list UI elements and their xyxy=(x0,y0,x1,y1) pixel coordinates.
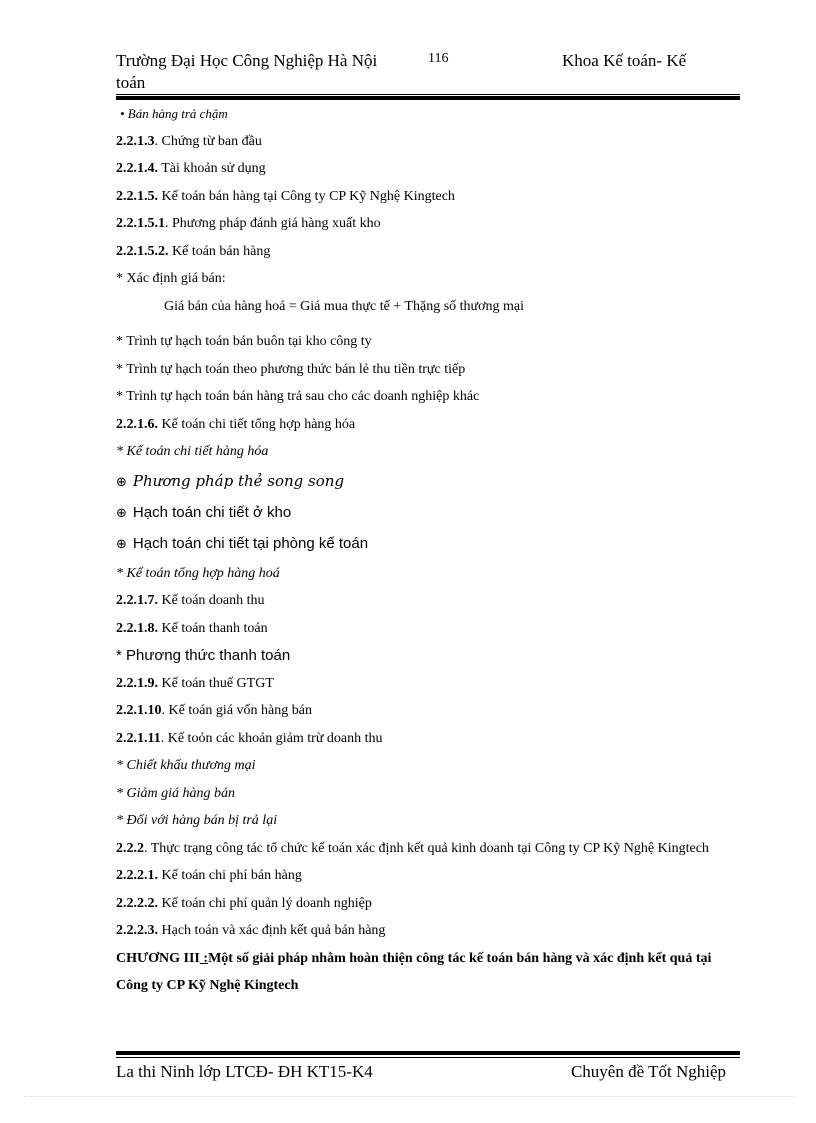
school-name-continued: toán xyxy=(116,73,146,92)
outline-line: * Trình tự hạch toán bán buôn tại kho công ty xyxy=(116,334,372,349)
page-number: 116 xyxy=(428,51,449,66)
outline-line: * Trình tự hạch toán bán hàng trả sau cho các doanh nghiệp khác xyxy=(116,389,480,404)
outline-line: 2.2.1.7. Kế toán doanh thu xyxy=(116,593,265,608)
school-name-text: Trường Đại Học Công Nghiệp Hà Nội xyxy=(116,51,378,70)
footer-rule-thin xyxy=(116,1057,740,1058)
formula-line: Giá bán của hàng hoá = Giá mua thực tế + Thặng số thương mại xyxy=(164,298,525,314)
cross-circle-icon: ⊕ xyxy=(116,536,127,552)
outline-line: 2.2.2.3. Hạch toán và xác định kết quả bán hàng xyxy=(116,923,386,938)
page-header xyxy=(116,50,740,96)
outline-line: * Phương thức thanh toán xyxy=(116,647,291,664)
outline-line: * Kế toán tổng hợp hàng hoá xyxy=(116,565,280,581)
outline-line: 2.2.1.4. Tài khoản sử dụng xyxy=(116,161,266,176)
outline-line: * Chiết khấu thương mại xyxy=(116,758,256,773)
method-line: ⊕ Hạch toán chi tiết tại phòng kế toán xyxy=(116,534,369,552)
outline-line: 2.2.1.5.2. Kế toán bán hàng xyxy=(116,243,271,259)
outline-line: 2.2.1.6. Kế toán chi tiết tổng hợp hàng hóa xyxy=(116,416,356,432)
document-type: Chuyên đề Tốt Nghiệp xyxy=(570,1062,726,1081)
outline-line: * Trình tự hạch toán theo phương thức bán lẻ thu tiền trực tiếp xyxy=(116,361,466,377)
outline-line: * Đối với hàng bán bị trả lại xyxy=(116,813,278,828)
chapter-heading: CHƯƠNG III :Một số giải pháp nhằm hoàn thiện công tác kế toán bán hàng và xác định kết quả tại Công ty CP Kỹ Nghệ Kingtech xyxy=(116,950,712,993)
author-info: La thi Ninh lớp LTCĐ- ĐH KT15-K4 xyxy=(116,1062,373,1081)
outline-line: 2.2.2. Thực trạng công tác tổ chức kế toán xác định kết quả kinh doanh tại Công ty CP Kỹ Nghệ Kingtech xyxy=(116,840,709,856)
outline-line: 2.2.1.3. Chứng từ ban đầu xyxy=(116,133,262,149)
outline-line: * Xác định giá bán: xyxy=(116,271,226,286)
header-rule-thin xyxy=(116,94,740,95)
outline-line: 2.2.1.9. Kế toán thuế GTGT xyxy=(116,675,274,691)
outline-line: 2.2.2.2. Kế toán chi phí quản lý doanh nghiệp xyxy=(116,895,372,911)
page-body xyxy=(116,100,740,1000)
cross-circle-icon: ⊕ xyxy=(116,474,127,490)
outline-line: 2.2.1.10. Kế toán giá vốn hàng bán xyxy=(116,703,312,718)
method-line: ⊕ Phương pháp thẻ song song xyxy=(116,471,345,490)
outline-line: * Giảm giá hàng bán xyxy=(116,785,235,801)
outline-line: 2.2.2.1. Kế toán chi phí bán hàng xyxy=(116,868,302,883)
footer-rule-thick xyxy=(116,1051,740,1055)
method-line: ⊕ Hạch toán chi tiết ở kho xyxy=(116,503,292,521)
outline-line: 2.2.1.11. Kế toỏn các khoản giảm trừ doanh thu xyxy=(116,730,383,746)
outline-line: • Bán hàng trả chậm xyxy=(120,106,228,121)
school-name xyxy=(116,50,426,94)
page-edge-line xyxy=(24,1096,794,1097)
cross-circle-icon: ⊕ xyxy=(116,505,127,521)
outline-line: 2.2.1.5. Kế toán bán hàng tại Công ty CP Kỹ Nghệ Kingtech xyxy=(116,188,455,204)
outline-line: 2.2.1.8. Kế toán thanh toán xyxy=(116,620,268,636)
outline-line: 2.2.1.5.1. Phương pháp đánh giá hàng xuất kho xyxy=(116,216,381,231)
outline-line: * Kế toán chi tiết hàng hóa xyxy=(116,444,269,459)
department-name: Khoa Kế toán- Kế xyxy=(562,51,687,70)
